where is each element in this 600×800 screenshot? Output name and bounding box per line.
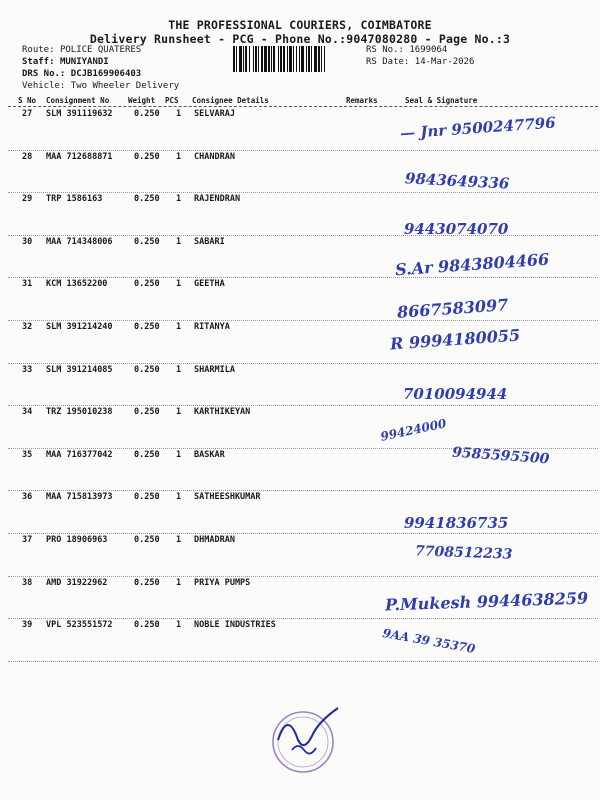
consignment-number bbox=[46, 237, 113, 247]
row-separator bbox=[8, 576, 598, 577]
row-separator bbox=[8, 661, 598, 662]
serial-number: 33 bbox=[22, 364, 33, 375]
pieces-count: 1 bbox=[176, 492, 182, 503]
col-seal: Seal & Signature bbox=[405, 96, 478, 105]
consignee-name: BASKAR bbox=[194, 449, 225, 460]
consignment-prefix: PRO bbox=[46, 535, 62, 545]
runsheet-subtitle: Delivery Runsheet - PCG - Phone No.:9047080280 - Page No.:3 bbox=[89, 32, 511, 46]
serial-number: 27 bbox=[22, 109, 33, 119]
company-title: THE PROFESSIONAL COURIERS, COIMBATORE bbox=[168, 18, 432, 32]
consignment-prefix: MAA bbox=[46, 492, 62, 503]
weight-value: 0.250 bbox=[134, 151, 160, 162]
table-row bbox=[0, 535, 600, 577]
row-separator bbox=[8, 618, 598, 619]
table-row bbox=[0, 152, 600, 194]
serial-number: 37 bbox=[22, 535, 33, 545]
consignment-number bbox=[46, 578, 107, 588]
consignee-name: NOBLE INDUSTRIES bbox=[194, 620, 276, 631]
consignee-name: GEETHA bbox=[194, 279, 225, 290]
consignee-name: SHARMILA bbox=[194, 364, 235, 375]
consignment-number bbox=[46, 492, 113, 502]
consignment-number bbox=[46, 322, 113, 332]
handwritten-signature: — Jnr 9500247796 bbox=[399, 113, 557, 143]
row-separator bbox=[8, 192, 598, 193]
serial-number: 30 bbox=[22, 236, 33, 247]
pieces-count: 1 bbox=[176, 151, 182, 162]
consignment-prefix: VPL bbox=[46, 620, 62, 631]
table-row bbox=[0, 365, 600, 407]
consignee-name: SELVARAJ bbox=[194, 109, 235, 119]
row-separator bbox=[8, 363, 598, 364]
header-rule bbox=[8, 106, 598, 107]
weight-value: 0.250 bbox=[134, 109, 160, 119]
staff-line: Staff: MUNIYANDI bbox=[22, 57, 109, 67]
weight-value: 0.250 bbox=[134, 492, 160, 503]
handwritten-signature: 9941836735 bbox=[404, 514, 509, 533]
row-separator bbox=[8, 490, 598, 491]
consignment-digits: 195010238 bbox=[66, 407, 113, 418]
handwritten-signature: 9843649336 bbox=[404, 168, 510, 193]
consignee-name: CHANDRAN bbox=[194, 151, 235, 162]
consignment-digits: 1586163 bbox=[66, 194, 103, 205]
route-line: Route: POLICE QUATERES bbox=[22, 45, 142, 55]
col-weight: Weight bbox=[128, 96, 156, 105]
table-row bbox=[0, 279, 600, 321]
consignment-prefix: MAA bbox=[46, 236, 62, 247]
consignment-prefix: SLM bbox=[46, 322, 62, 332]
delivery-stamp bbox=[258, 700, 348, 780]
handwritten-signature: 7708512233 bbox=[414, 543, 513, 563]
consignment-digits: 714348006 bbox=[66, 236, 113, 247]
consignment-prefix: SLM bbox=[46, 364, 62, 375]
weight-value: 0.250 bbox=[134, 364, 160, 375]
pieces-count: 1 bbox=[176, 194, 182, 205]
consignment-digits: 391214240 bbox=[66, 322, 113, 332]
consignee-name: RAJENDRAN bbox=[194, 194, 241, 205]
pieces-count: 1 bbox=[176, 620, 182, 631]
table-row bbox=[0, 407, 600, 449]
consignment-number bbox=[46, 620, 113, 630]
pieces-count: 1 bbox=[176, 109, 182, 119]
consignment-number bbox=[46, 407, 113, 417]
serial-number: 31 bbox=[22, 279, 33, 290]
vehicle-line: Vehicle: Two Wheeler Delivery bbox=[22, 81, 180, 91]
serial-number: 32 bbox=[22, 322, 33, 332]
handwritten-signature: 8667583097 bbox=[396, 295, 509, 323]
rs-no-line: RS No.: 1699064 bbox=[366, 45, 448, 55]
rs-date-line: RS Date: 14-Mar-2026 bbox=[366, 57, 475, 67]
consignment-number bbox=[46, 365, 113, 375]
consignment-prefix: MAA bbox=[46, 151, 62, 162]
consignment-digits: 18906963 bbox=[66, 535, 108, 545]
pieces-count: 1 bbox=[176, 279, 182, 290]
col-consignment: Consignment No bbox=[46, 96, 110, 105]
consignment-digits: 716377042 bbox=[66, 449, 113, 460]
pieces-count: 1 bbox=[176, 236, 182, 247]
weight-value: 0.250 bbox=[134, 322, 160, 332]
consignee-name: RITANYA bbox=[194, 322, 230, 332]
handwritten-signature: 9AA 39 35370 bbox=[381, 626, 477, 657]
row-separator bbox=[8, 235, 598, 236]
serial-number: 34 bbox=[22, 407, 33, 418]
serial-number: 38 bbox=[22, 577, 33, 588]
weight-value: 0.250 bbox=[134, 449, 160, 460]
consignment-digits: 391214085 bbox=[66, 364, 113, 375]
handwritten-signature: 7010094944 bbox=[403, 384, 508, 403]
consignment-prefix: AMD bbox=[46, 577, 62, 588]
pieces-count: 1 bbox=[176, 535, 182, 545]
table-row bbox=[0, 620, 600, 662]
pieces-count: 1 bbox=[176, 407, 182, 418]
serial-number: 28 bbox=[22, 151, 33, 162]
pieces-count: 1 bbox=[176, 449, 182, 460]
consignment-number bbox=[46, 535, 107, 545]
consignment-digits: 31922962 bbox=[66, 577, 108, 588]
consignment-number bbox=[46, 450, 113, 460]
consignment-prefix: TRP bbox=[46, 194, 62, 205]
handwritten-signature: 9585595500 bbox=[451, 444, 550, 468]
consignment-digits: 712688871 bbox=[66, 151, 113, 162]
row-separator bbox=[8, 277, 598, 278]
table-row bbox=[0, 578, 600, 620]
handwritten-signature: S.Ar 9843804466 bbox=[394, 249, 550, 280]
consignee-name: SABARI bbox=[194, 236, 225, 247]
consignee-name: DHMADRAN bbox=[194, 535, 235, 545]
weight-value: 0.250 bbox=[134, 620, 160, 631]
serial-number: 39 bbox=[22, 620, 33, 631]
serial-number: 36 bbox=[22, 492, 33, 503]
col-sno: S No bbox=[18, 96, 37, 105]
barcode bbox=[233, 46, 361, 72]
consignment-digits: 523551572 bbox=[66, 620, 113, 631]
handwritten-signature: P.Mukesh 9944638259 bbox=[384, 588, 589, 615]
drs-line: DRS No.: DCJB169906403 bbox=[22, 69, 142, 79]
consignment-prefix: MAA bbox=[46, 449, 62, 460]
consignment-number bbox=[46, 109, 113, 119]
table-row bbox=[0, 492, 600, 534]
consignment-digits: 13652200 bbox=[66, 279, 108, 290]
consignment-digits: 391119632 bbox=[66, 109, 113, 119]
consignment-number bbox=[46, 279, 107, 289]
weight-value: 0.250 bbox=[134, 194, 160, 205]
serial-number: 29 bbox=[22, 194, 33, 205]
table-row bbox=[0, 444, 600, 492]
handwritten-signature: R 9994180055 bbox=[389, 325, 521, 354]
handwritten-signature: 99424000 bbox=[379, 416, 448, 444]
consignee-name: SATHEESHKUMAR bbox=[194, 492, 261, 503]
consignment-number bbox=[46, 152, 113, 162]
col-remarks: Remarks bbox=[346, 96, 378, 105]
consignment-digits: 715813973 bbox=[66, 492, 113, 503]
consignment-number bbox=[46, 194, 102, 204]
table-row bbox=[0, 194, 600, 239]
consignment-prefix: TRZ bbox=[46, 407, 62, 418]
consignment-prefix: KCM bbox=[46, 279, 62, 290]
consignee-name: PRIYA PUMPS bbox=[194, 577, 251, 588]
weight-value: 0.250 bbox=[134, 407, 160, 418]
row-separator bbox=[8, 533, 598, 534]
weight-value: 0.250 bbox=[134, 535, 160, 545]
handwritten-signature: 9443074070 bbox=[404, 220, 509, 239]
table-row bbox=[0, 109, 600, 151]
pieces-count: 1 bbox=[176, 577, 182, 588]
row-separator bbox=[8, 150, 598, 151]
consignee-name: KARTHIKEYAN bbox=[194, 407, 251, 418]
row-separator bbox=[8, 405, 598, 406]
row-separator bbox=[8, 320, 598, 321]
consignment-prefix: SLM bbox=[46, 109, 62, 119]
serial-number: 35 bbox=[22, 449, 33, 460]
col-pcs: PCS bbox=[165, 96, 179, 105]
pieces-count: 1 bbox=[176, 364, 182, 375]
table-row bbox=[0, 237, 600, 279]
table-row bbox=[0, 322, 600, 364]
weight-value: 0.250 bbox=[134, 236, 160, 247]
col-consignee: Consignee Details bbox=[192, 96, 269, 105]
pieces-count: 1 bbox=[176, 322, 182, 332]
weight-value: 0.250 bbox=[134, 577, 160, 588]
weight-value: 0.250 bbox=[134, 279, 160, 290]
